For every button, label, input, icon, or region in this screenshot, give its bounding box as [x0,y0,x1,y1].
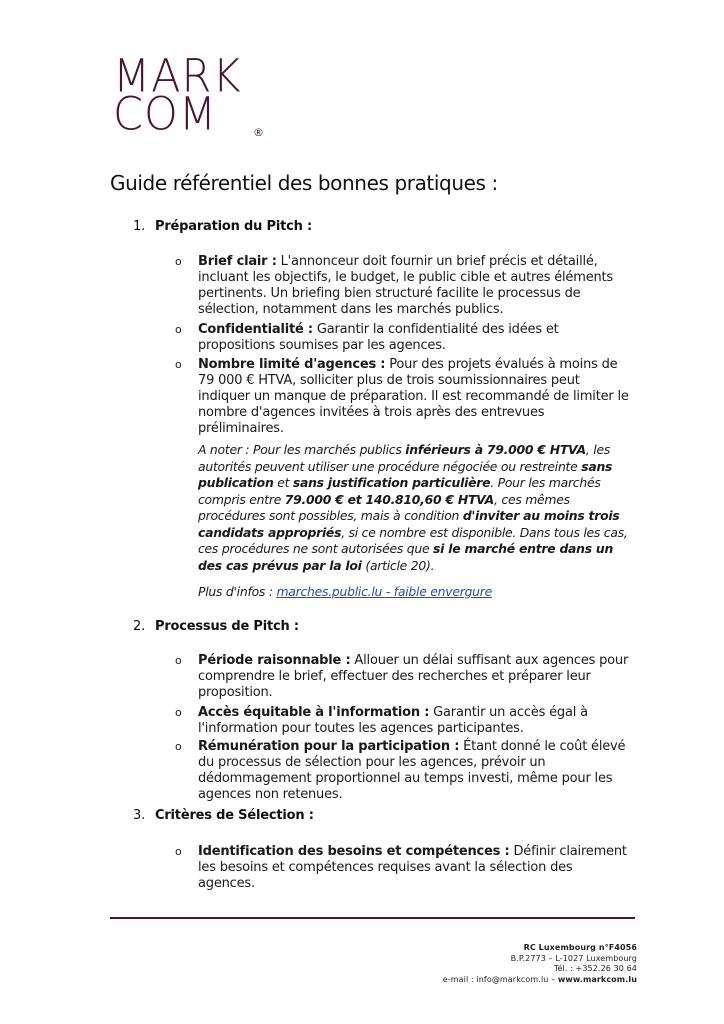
note-emphasis: si le marché entre dans un des cas prévus par la loi [198,541,614,573]
postal-address: B.P.2773 – L-1027 Luxembourg [510,953,637,963]
bullet-mark: o [175,255,182,268]
note-text: , ces mêmes procédures sont possibles, mais à condition [198,491,570,523]
bullet-title: Accès équitable à l'information : [198,705,430,720]
section-label: Critères de Sélection : [155,808,314,823]
bullet-title: Brief clair : [198,254,277,269]
section-label: Processus de Pitch : [155,619,299,634]
list-item [175,653,633,701]
bullet-mark: o [175,323,182,336]
more-info-label: Plus d'infos : [198,584,277,599]
bullet-title: Confidentialité : [198,322,313,337]
note-emphasis: sans justification particulière [292,475,491,490]
note-emphasis: inférieurs à 79.000 € HTVA [405,442,586,457]
markcom-logo [113,50,273,146]
note-text: . Pour les marchés compris entre [198,475,601,507]
list-item [175,254,633,318]
section-heading-2 [133,619,299,634]
note-emphasis: sans publication [198,458,613,490]
more-info-line [198,584,633,601]
section-number: 3. [133,808,146,823]
bullet-text: Pour des projets évalués à moins de 79 000 € HTVA, solliciter plus de trois soumissionnaires peut indiquer un manque de préparation. Il est recommandé de limiter le nombre d'agences invitées à trois après des entrevues préliminaires. [198,357,629,436]
bullet-text: Garantir un accès égal à l'information pour toutes les agences participantes. [198,705,588,736]
section-label: Préparation du Pitch : [155,219,312,234]
section-heading-1 [133,219,312,234]
bullet-title: Période raisonnable : [198,653,351,668]
list-item [175,739,633,803]
footer-contact [443,943,637,985]
page-title: Guide référentiel des bonnes pratiques : [110,171,498,195]
logo-line-2: COM [113,88,217,142]
bullet-mark: o [175,740,182,753]
bullet-text: Allouer un délai suffisant aux agences pour comprendre le brief, effectuer des recherches et préparer leur proposition. [198,653,629,700]
note-emphasis: d'inviter au moins trois candidats appropriés [198,508,620,540]
email-address[interactable]: e-mail : info@markcom.lu – [442,974,558,984]
phone-number: Tél. : +352.26 30 64 [553,964,637,973]
list-item [175,357,633,437]
list-item [175,844,633,892]
list-item [175,322,633,354]
public-procurement-note [198,442,633,574]
website-link[interactable]: www.markcom.lu [557,974,637,984]
section-heading-3 [133,808,314,823]
marches-public-link[interactable]: marches.public.lu - faible envergure [276,584,492,599]
bullet-text: Garantir la confidentialité des idées et propositions soumises par les agences. [198,322,559,353]
section-number: 2. [133,619,146,634]
note-text: (article 20). [361,557,435,573]
bullet-text: L'annonceur doit fournir un brief précis et détaillé, incluant les objectifs, le budget, le public cible et autres éléments pertinents. Un briefing bien structuré facilite le processus de sélection, notamment dans les marchés publics. [198,254,613,317]
note-text: A noter : Pour les marchés publics [198,442,406,457]
bullet-mark: o [175,358,182,371]
bullet-text: Étant donné le coût élevé du processus de sélection pour les agences, prévoir un dédommagement proportionnel au temps investi, même pour les agences non retenues. [198,739,626,802]
bullet-mark: o [175,654,182,667]
footer-divider [110,917,635,919]
note-text: , si ce nombre est disponible. Dans tous les cas, ces procédures ne sont autorisées que [198,524,628,556]
list-item [175,705,633,737]
company-registration: RC Luxembourg n°F4056 [523,943,637,952]
section-number: 1. [133,219,146,234]
note-text: et [273,475,293,490]
bullet-title: Identification des besoins et compétences : [198,844,510,859]
bullet-mark: o [175,706,182,719]
logo-line-1: MARK [113,50,242,104]
bullet-title: Nombre limité d'agences : [198,357,386,372]
note-text: , les autorités peuvent utiliser une procédure négociée ou restreinte [198,442,611,474]
bullet-title: Rémunération pour la participation : [198,739,460,754]
registered-mark: ® [253,126,264,139]
bullet-mark: o [175,845,182,858]
note-emphasis: 79.000 € et 140.810,60 € HTVA [284,491,494,507]
bullet-text: Définir clairement les besoins et compétences requises avant la sélection des agences. [198,844,627,891]
